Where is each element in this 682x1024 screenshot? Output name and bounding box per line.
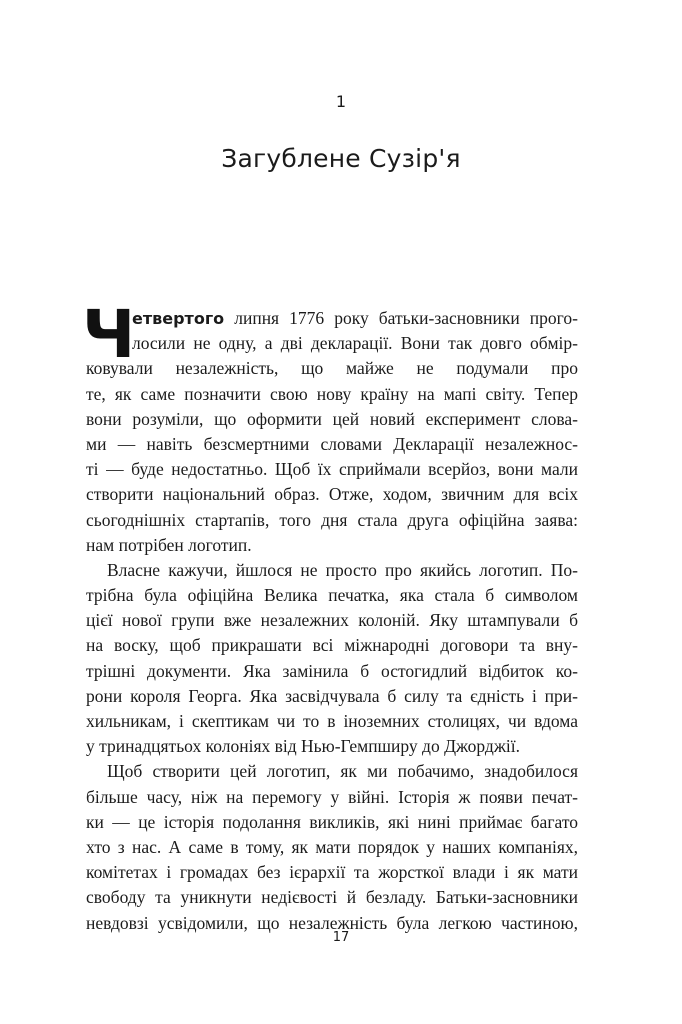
- text-line: Щоб створити цей логотип, як ми побачимо, знадобилося: [107, 761, 578, 782]
- paragraph-1: [82, 296, 578, 558]
- text-line: те, як саме позначити свою нову країну на мапі світу. Тепер: [86, 383, 578, 404]
- chapter-number: 1: [335, 92, 347, 111]
- paragraph-3: [86, 759, 578, 935]
- text-line: хильникам, і скептикам чи то в іноземних столицях, чи вдома: [86, 711, 578, 731]
- text-line: [86, 306, 578, 331]
- text-line: ковували незалежність, що майже не подумали про: [86, 358, 578, 379]
- text-line: трішні документи. Яка замінила б остогидлий відбиток ко-: [86, 660, 578, 681]
- text-line: невдовзі усвідомили, що незалежність була легкою частиною,: [86, 912, 578, 933]
- page-number: 17: [332, 930, 350, 945]
- text-line: на воску, щоб прикрашати всі міжнародні договори та вну-: [86, 635, 578, 656]
- text-line: нам потрібен логотип.: [86, 534, 252, 555]
- paragraph-2: [86, 558, 578, 760]
- text-line: сьогоднішніх стартапів, того дня стала друга офіційна заява:: [86, 509, 578, 530]
- text-line: лосили не одну, а дві декларації. Вони так довго обмір-: [132, 333, 578, 354]
- text-line-rest: липня 1776 року батьки-засновники прого-: [224, 308, 578, 328]
- text-line: цієї нової групи вже незалежних колоній. Яку штампували б: [86, 610, 578, 631]
- text-line: у тринадцятьох колоніях від Нью-Гемпширу до Джорджії.: [86, 736, 521, 757]
- text-line: більше часу, ніж на перемогу у війні. Історія ж появи печат-: [86, 786, 578, 807]
- text-line: вони розуміли, що оформити цей новий експеримент слова-: [86, 408, 578, 429]
- lead-word: етвертого: [132, 309, 225, 328]
- text-line: свободу та уникнути недієвості й безладу. Батьки-засновники: [86, 887, 578, 908]
- text-line: ки — це історія подолання викликів, які нині приймає багато: [86, 811, 578, 832]
- chapter-title: Загублене Сузір'я: [221, 144, 461, 173]
- body-text: [82, 296, 578, 936]
- text-line: хто з нас. А саме в тому, як мати порядок у наших компаніях,: [86, 836, 578, 857]
- text-line: рони короля Георга. Яка засвідчувала б силу та єдність і при-: [86, 685, 578, 706]
- text-line: ті — буде недостатньо. Щоб їх сприймали всерйоз, вони мали: [86, 459, 578, 480]
- text-line: трібна була офіційна Велика печатка, яка стала б символом: [86, 585, 578, 606]
- text-line: створити національний образ. Отже, ходом, звичним для всіх: [86, 484, 578, 505]
- text-line: комітетах і громадах без ієрархії та жорсткої влади і як мати: [86, 862, 578, 883]
- text-line: ми — навіть безсмертними словами Декларації незалежнос-: [86, 433, 578, 454]
- text-line: Власне кажучи, йшлося не просто про якийсь логотип. По-: [107, 559, 578, 580]
- drop-cap: Ч: [82, 296, 136, 373]
